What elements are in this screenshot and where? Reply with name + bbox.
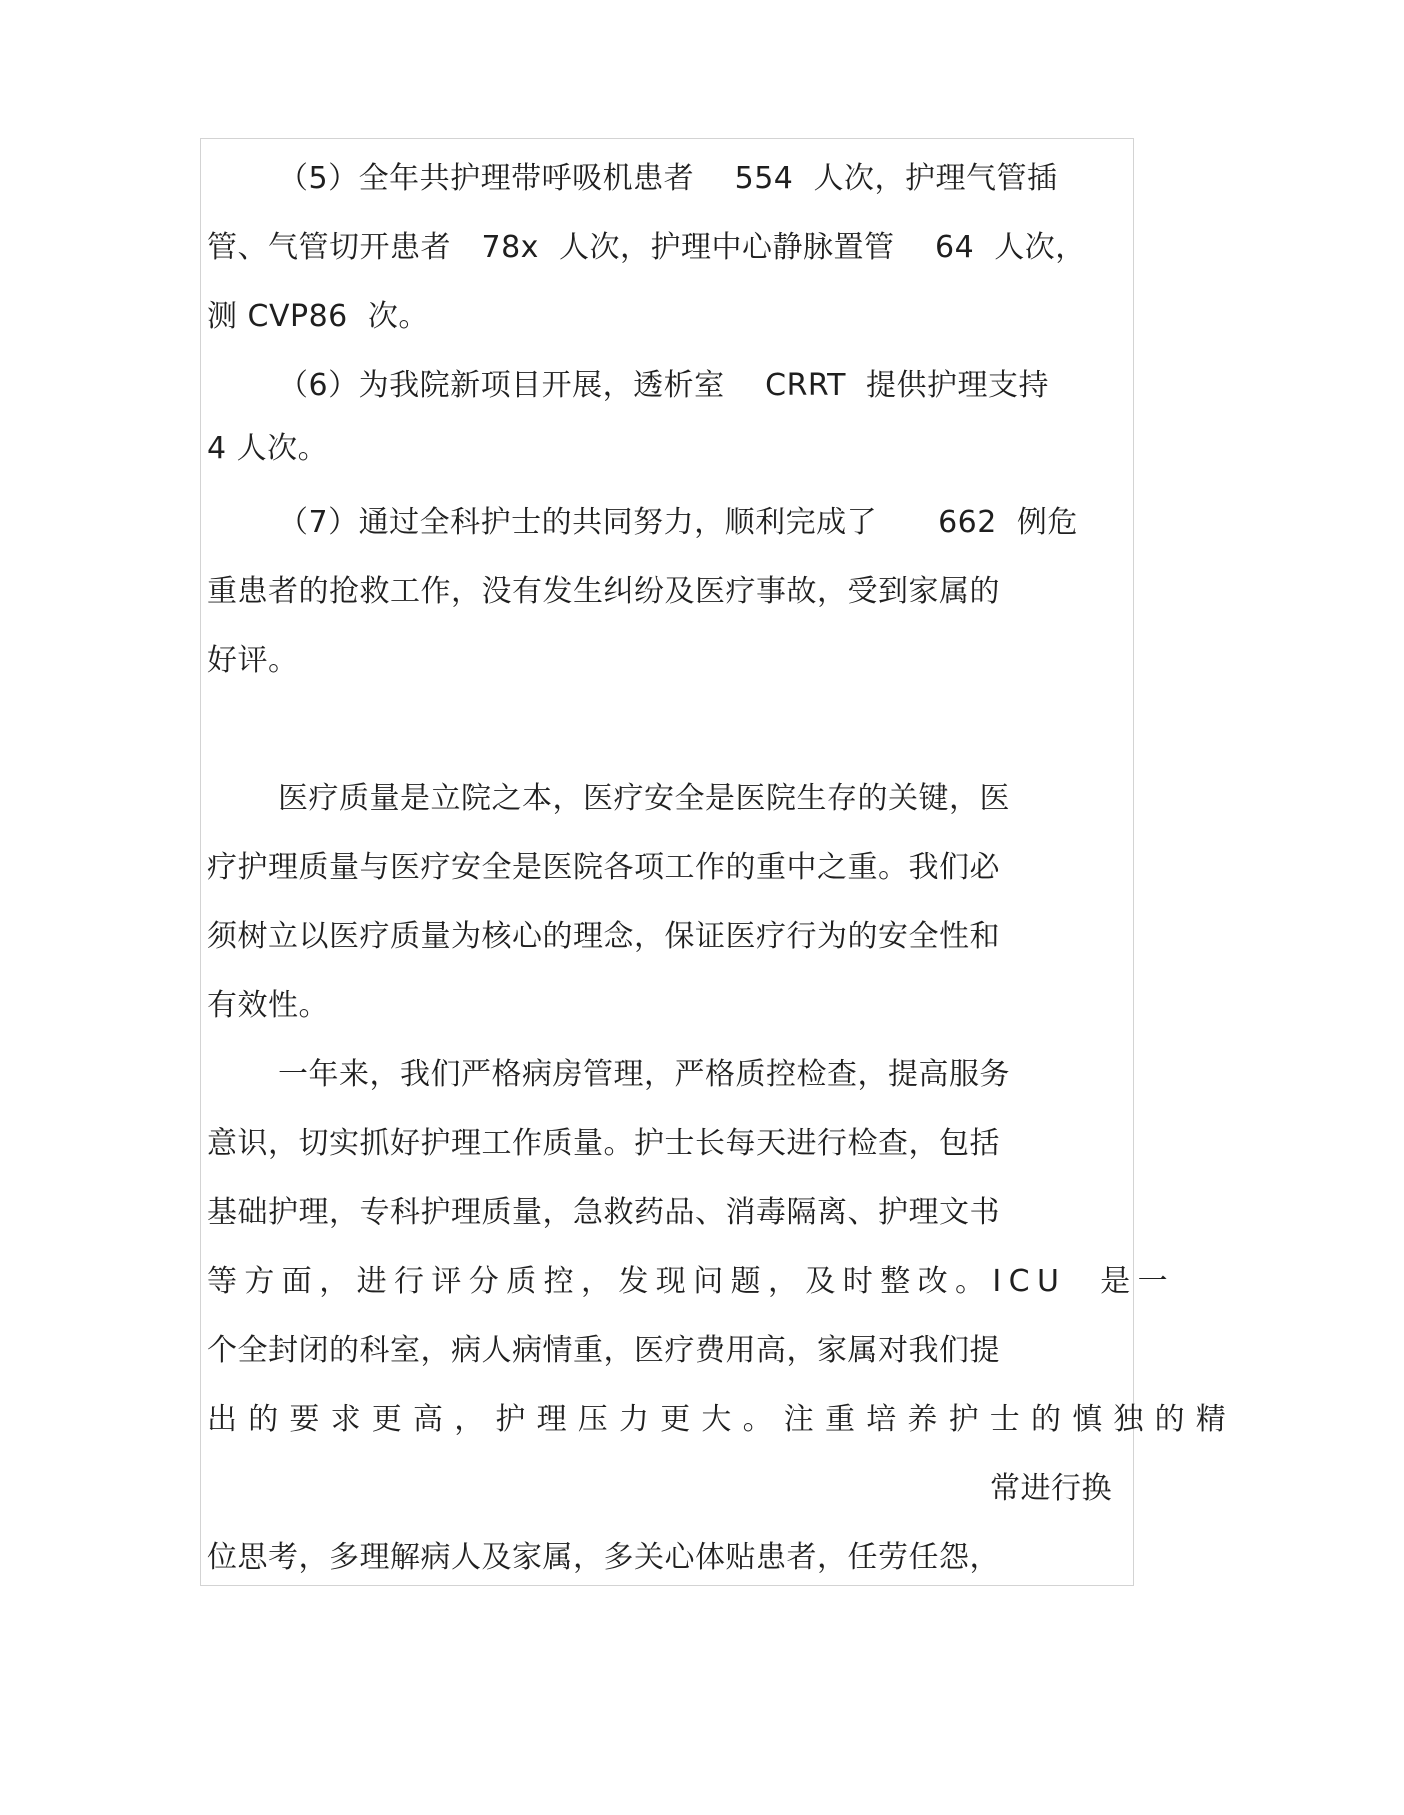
text-line: 有效性。 xyxy=(207,988,329,1023)
text-line: 常进行换 xyxy=(990,1471,1112,1506)
text-line: 重患者的抢救工作，没有发生纠纷及医疗事故，受到家属的 xyxy=(207,574,1000,609)
text-line: 好评。 xyxy=(207,643,299,678)
text-line: 4 人次。 xyxy=(207,431,329,466)
text-line: 管、气管切开患者 78x 人次，护理中心静脉置管 64 人次， xyxy=(207,230,1086,265)
text-line: 出的要求更高，护理压力更大。注重培养护士的慎独的精 xyxy=(207,1402,1237,1437)
text-line: （5）全年共护理带呼吸机患者 554 人次，护理气管插 xyxy=(278,161,1058,196)
text-line: 等方面，进行评分质控，发现问题，及时整改。ICU 是一 xyxy=(207,1264,1176,1299)
text-line: 意识，切实抓好护理工作质量。护士长每天进行检查，包括 xyxy=(207,1126,1000,1161)
text-line: 疗护理质量与医疗安全是医院各项工作的重中之重。我们必 xyxy=(207,850,1000,885)
text-line: （7）通过全科护士的共同努力，顺利完成了 662 例危 xyxy=(278,505,1078,540)
text-line: 位思考，多理解病人及家属，多关心体贴患者，任劳任怨， xyxy=(207,1540,1000,1575)
text-line: 测 CVP86 次。 xyxy=(207,299,429,334)
text-line: 一年来，我们严格病房管理，严格质控检查，提高服务 xyxy=(278,1057,1010,1092)
text-line: （6）为我院新项目开展，透析室 CRRT 提供护理支持 xyxy=(278,368,1049,403)
text-line: 须树立以医疗质量为核心的理念，保证医疗行为的安全性和 xyxy=(207,919,1000,954)
text-line: 个全封闭的科室，病人病情重，医疗费用高，家属对我们提 xyxy=(207,1333,1000,1368)
text-line: 基础护理，专科护理质量，急救药品、消毒隔离、护理文书 xyxy=(207,1195,1000,1230)
text-line: 医疗质量是立院之本，医疗安全是医院生存的关键，医 xyxy=(278,781,1010,816)
